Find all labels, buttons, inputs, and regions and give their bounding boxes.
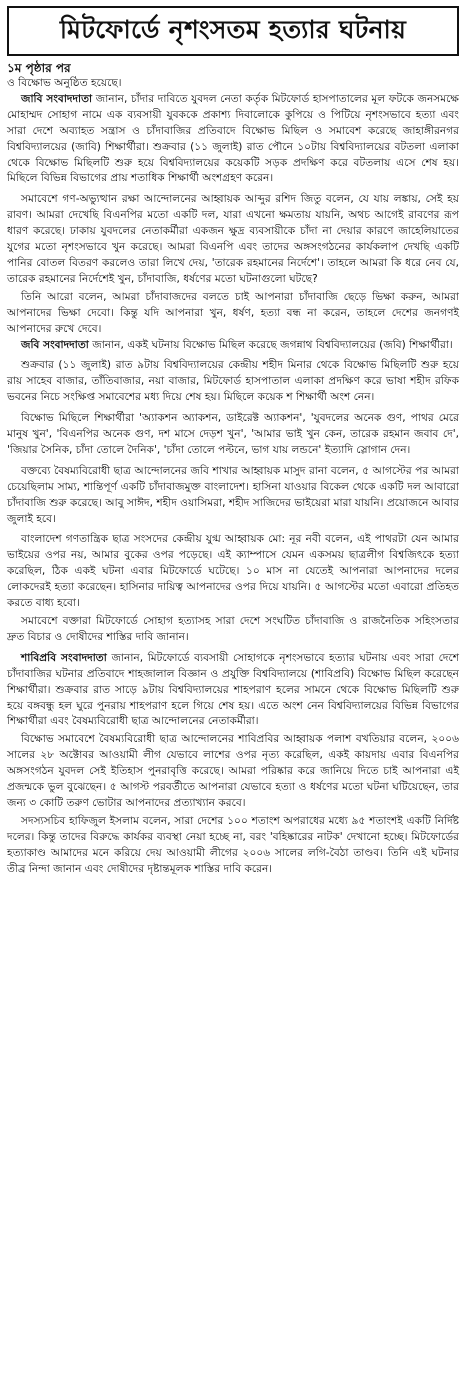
article-body (7, 76, 459, 878)
headline: মিটফোর্ডে নৃশংসতম হত্যার ঘটনায় (7, 6, 459, 56)
paragraph-jobi-march: শুক্রবার (১১ জুলাই) রাত ৯টায় বিশ্ববিদ্যালয়ের কেন্দ্রীয় শহীদ মিনার থেকে বিক্ষোভ মিছিলটি শুরু হয়ে রায় সাহেব বাজার, তাঁতিবাজার, নয়া বাজার, মিটফোর্ড হাসপাতাল এলাকা প্রদক্ষিণ করে ভাষা শহীদ রফিক ভবনের নিচে সংক্ষিপ্ত সমাবেশের মধ্য দিয়ে শেষ হয়। মিছিলে কয়েক শ শিক্ষার্থী অংশ নেন। (7, 359, 459, 404)
paragraph-nur-nobi: বাংলাদেশ গণতান্ত্রিক ছাত্র সংসদের কেন্দ্রীয় যুগ্ম আহ্বায়ক মো: নূর নবী বলেন, এই পাথরটা যেন আমার ভাইয়ের ওপর নয়, আমার বুকের ওপর পড়েছে। এই ক্যাম্পাসে যেমন একসময় ছাত্রলীগ বিশ্বজিৎকে হত্যা করেছিল, ঠিক একই ঘটনা এবার মিটফোর্ডে ঘটেছে। ১০ মাস না যেতেই আপনারা আপনাদের দলের লোকদেরই হত্যা করেছেন। হাসিনার দায়িত্ব আপনাদের ওপর দিয়ে যায়নি। ৫ আগস্টের মতো এবারো প্রতিহত করতে বাধ্য হবো। (7, 533, 459, 610)
correspondent-shabiprobi: শাবিপ্রবি সংবাদদাতা (21, 651, 107, 664)
paragraph-jitu-more: তিনি আরো বলেন, আমরা চাঁদাবাজদের বলতে চাই আপনারা চাঁদাবাজি ছেড়ে ভিক্ষা করুন, আমরা আপনাদের ভিক্ষা দেবো। কিন্তু যদি আপনারা খুন, ধর্ষণ, হত্যা বন্ধ না করেন, তাহলে দেশের জনগণই আপনাদের রুখে দেবে। (7, 290, 459, 335)
paragraph-masud-rana: বক্তব্যে বৈষম্যবিরোধী ছাত্র আন্দোলনের জবি শাখার আহ্বায়ক মাসুদ রানা বলেন, ৫ আগস্টের পর আমরা চেয়েছিলাম সাম্য, শান্তিপূর্ণ একটি চাঁদাবাজমুক্ত বাংলাদেশ। হাসিনা যাওয়ার বিকেল থেকে একটি দল আবারো চাঁদাবাজি শুরু করেছে। আবু সাঈদ, শহীদ ওয়াসিমরা, শহীদ সাজিদের ভাইয়েরা মারা যায়নি। প্রয়োজনে আবার জুলাই হবে। (7, 464, 459, 525)
paragraph-demands: সমাবেশে বক্তারা মিটফোর্ডে সোহাগ হত্যাসহ সারা দেশে সংঘটিত চাঁদাবাজি ও রাজনৈতিক সহিংসতার দ্রুত বিচার ও দোষীদের শাস্তির দাবি জানান। (7, 615, 459, 643)
paragraph-polash: বিক্ষোভ সমাবেশে বৈষম্যবিরোধী ছাত্র আন্দোলনের শাবিপ্রবির আহ্বায়ক পলাশ বখতিয়ার বলেন, ২০০৬ সালের ২৮ অক্টোবর আওয়ামী লীগ যেভাবে লাশের ওপর নৃত্য করেছিল, একই কায়দায় এবার বিএনপির অঙ্গসংগঠন যুবদল সেই ইতিহাস পুনরাবৃত্তি করেছে। আমরা পরিষ্কার করে জানিয়ে দিতে চাই আপনারা এই প্রজন্মকে ভুল বুঝেছেন। ৫ আগস্ট পরবর্তীতে আপনারা যেভাবে হত্যা ও ধর্ষণের মতো ঘটনা ঘটিয়েছেন, তার জন্য ৩ কোটি তরুণ ভোটার আপনাদের প্রত্যাখ্যান করবে। (7, 733, 459, 809)
paragraph-jobi-slogans: বিক্ষোভ মিছিলে শিক্ষার্থীরা 'অ্যাকশন অ্যাকশন, ডাইরেক্ট অ্যাকশন', 'যুবদলের অনেক গুণ, পাথর মেরে মানুষ খুন', 'বিএনপির অনেক গুণ, দশ মাসে দেড়শ খুন', 'আমার ভাই খুন কেন, তারেক রহমান জবাব দে', 'জিয়ার সৈনিক, চাঁদা তোলে দৈনিক', 'চাঁদা তোলে পল্টনে, ভাগ যায় লন্ডনে' ইত্যাদি স্লোগান দেন। (7, 412, 459, 456)
paragraph-shabiprobi-report: শাবিপ্রবি সংবাদদাতা জানান, মিটফোর্ডে ব্যবসায়ী সোহাগকে নৃশংসভাবে হত্যার ঘটনায় এবং সারা দেশে চাঁদাবাজির ঘটনার প্রতিবাদে শাহজালাল বিজ্ঞান ও প্রযুক্তি বিশ্ববিদ্যালয়ে (শাবিপ্রবি) বিক্ষোভ মিছিল করেছেন শিক্ষার্থীরা। শুক্রবার রাত সাড়ে ৯টায় বিশ্ববিদ্যালয়ের শাহপরাণ হলের সামনে থেকে বিক্ষোভ মিছিলটি শুরু হয়ে বঙ্গবন্ধু হল ঘুরে পুনরায় শাহপরাণ হলে গিয়ে শেষ হয়। এতে অংশ নেন বিশ্ববিদ্যালয়ের বিভিন্ন বিভাগের শিক্ষার্থীরা এবং বৈষম্যবিরোধী ছাত্র আন্দোলনের নেতাকর্মীরা। (7, 651, 459, 728)
paragraph-jobi-report: জবি সংবাদদাতা জানান, একই ঘটনায় বিক্ষোভ মিছিল করেছে জগন্নাথ বিশ্ববিদ্যালয়ের (জবি) শিক্ষার্থীরা। (21, 338, 453, 351)
continued-from-label: ১ম পৃষ্ঠার পর (7, 61, 71, 75)
paragraph-intro-line: ও বিক্ষোভ অনুষ্ঠিত হয়েছে। (7, 77, 122, 89)
paragraph-jitu-speech: সমাবেশে গণ-অভ্যুত্থান রক্ষা আন্দোলনের আহ্বায়ক আব্দুর রশিদ জিতু বলেন, যে যায় লঙ্কায়, সেই হয় রাবণ। আমরা দেখেছি বিএনপির মতো একটি দল, যারা এখনো ক্ষমতায় যায়নি, অথচ আগেই রাবণের রূপ ধারণ করেছে। ঢাকায় যুবদলের নেতাকর্মীরা একজন ক্ষুদ্র ব্যবসায়ীকে চাঁদা না দেয়ার কারণে জাহেলিয়াতের যুগের মতো নৃশংসভাবে খুন করেছে। আমরা বিএনপি এবং তাদের অঙ্গসংগঠনের কার্যকলাপ দেখছি একটি পানির বোতল বিতরণ করলেও তারা লিখে দেয়, 'তারেক রহমানের নির্দেশে'। তাহলে আমরা কি ধরে নেব যে, তারেক রহমানের নির্দেশেই খুন, চাঁদাবাজি, ধর্ষণের মতো ঘটনাগুলো ঘটছে? (7, 193, 459, 285)
correspondent-jobi: জবি সংবাদদাতা (21, 338, 89, 351)
paragraph-hafizul: সদস্যসচিব হাফিজুল ইসলাম বলেন, সারা দেশের ১০০ শতাংশ অপরাধের মধ্যে ৯৫ শতাংশই একটি নির্দিষ্ট দলের। কিন্তু তাদের বিরুদ্ধে কার্যকর ব্যবস্থা নেয়া হচ্ছে না, বরং 'বহিষ্কারের নাটক' দেখানো হচ্ছে। মিটফোর্ডের হত্যাকাণ্ড আমাদের মনে করিয়ে দেয় আওয়ামী লীগের ২০০৬ সালের লগি-বৈঠা তাণ্ডব। তিনি এই ঘটনার তীব্র নিন্দা জানান এবং দোষীদের দৃষ্টান্তমূলক শাস্তির দাবি করেন। (7, 814, 459, 875)
paragraph-jabi-report: জাবি সংবাদদাতা জানান, চাঁদার দাবিতে যুবদল নেতা কর্তৃক মিটফোর্ড হাসপাতালের মূল ফটকে জনসমক্ষে মোহাম্মদ সোহাগ নামে এক ব্যবসায়ী যুবককে প্রকাশ্য দিবালোকে কুপিয়ে ও পিটিয়ে নৃশংসভাবে হত্যা এবং সারা দেশে অব্যাহত সন্ত্রাস ও চাঁদাবাজির প্রতিবাদে বিক্ষোভ মিছিল ও সমাবেশ করেছে জাহাঙ্গীরনগর বিশ্ববিদ্যালয়ের (জাবি) শিক্ষার্থীরা। শুক্রবার (১১ জুলাই) রাত পৌনে ১০টায় বিশ্ববিদ্যালয়ের বটতলা এলাকা থেকে বিক্ষোভ মিছিলটি শুরু হয়ে বিশ্ববিদ্যালয়ের কয়েকটি সড়ক প্রদক্ষিণ করে বটতলায় এসে শেষ হয়। মিছিলে বিভিন্ন বিভাগের প্রায় শতাধিক শিক্ষার্থী অংশগ্রহণ করেন। (7, 92, 459, 185)
correspondent-jabi: জাবি সংবাদদাতা (21, 92, 93, 105)
